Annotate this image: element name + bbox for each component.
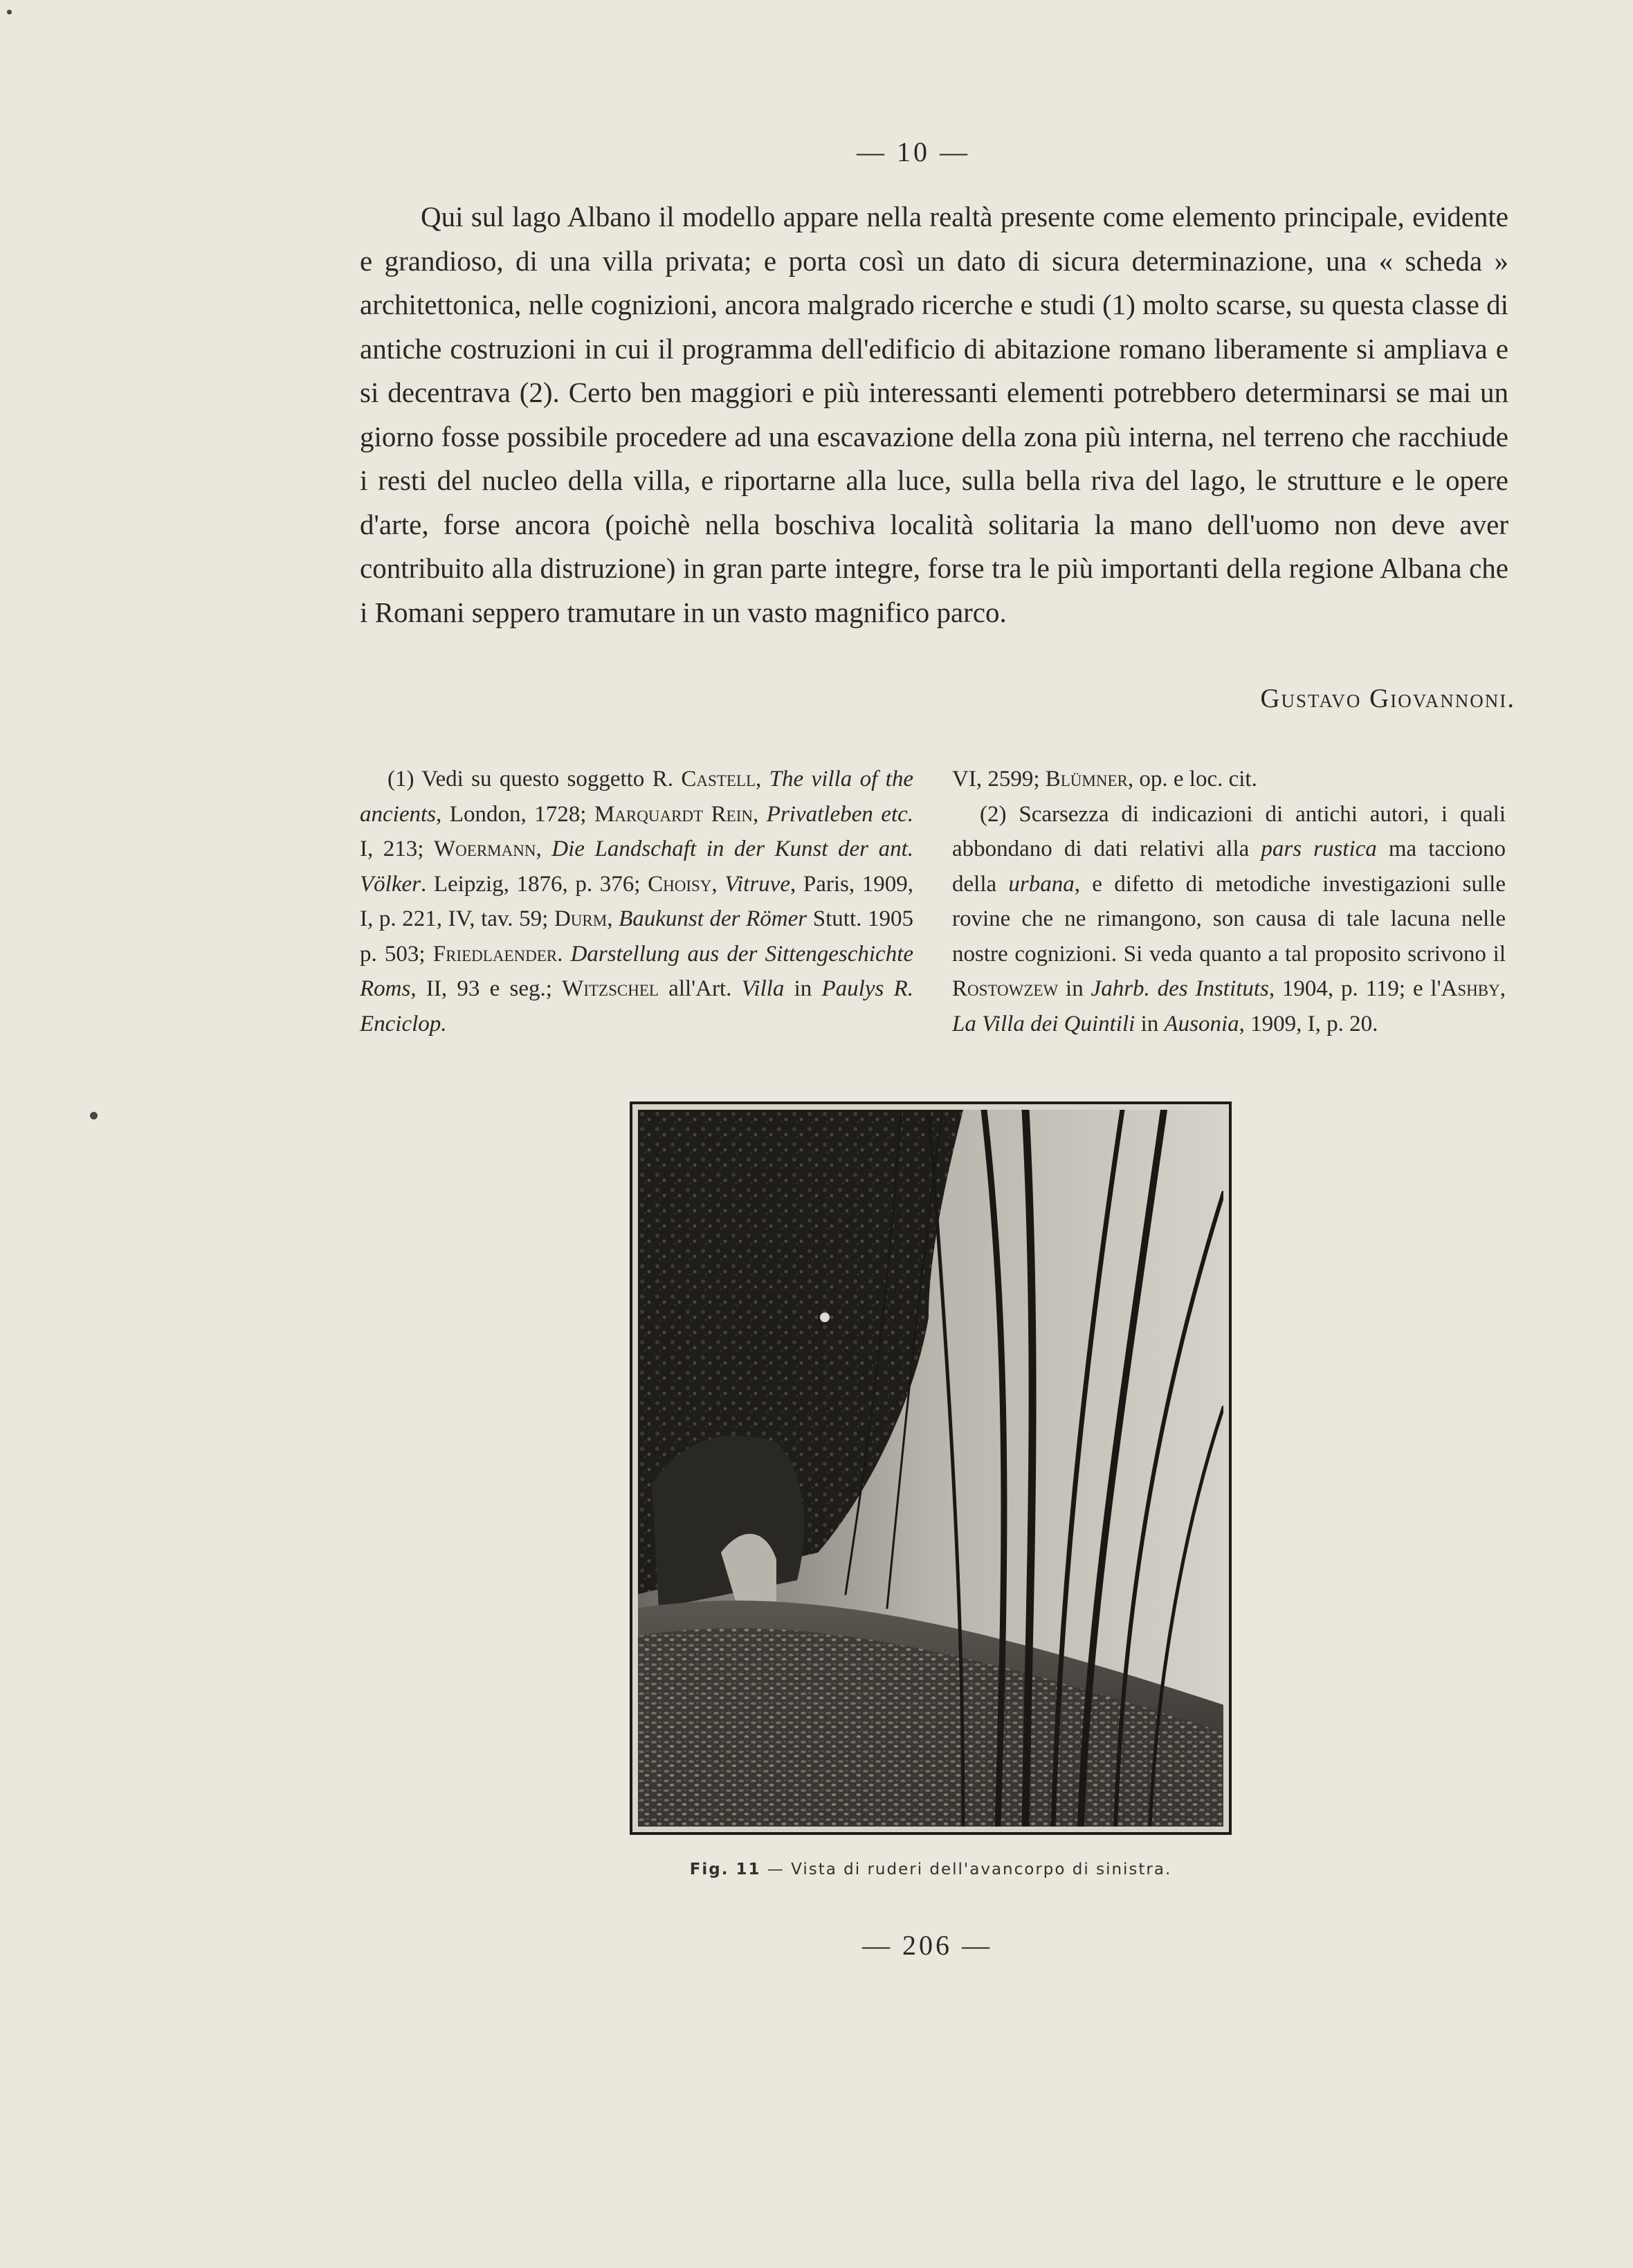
ruins-photo-image xyxy=(638,1110,1223,1827)
footnote-text: all'Art. xyxy=(658,976,742,1001)
footnote-text: . xyxy=(557,941,571,967)
footnote-text: , II, 93 e seg.; xyxy=(410,976,563,1001)
footnote-author: Marquardt Rein xyxy=(594,801,753,827)
figure-caption-text: — Vista di ruderi dell'avancorpo di sinistra. xyxy=(760,1860,1172,1878)
footnote-text: , Paris, 1909, I, p. 221, IV, tav. 59; xyxy=(360,871,914,931)
footnote-text: in xyxy=(1058,976,1091,1001)
footnote-text: , xyxy=(756,767,769,792)
footnote-text: ma tacciono della xyxy=(952,836,1506,897)
footnote-text: VI, 2599; xyxy=(952,767,1046,792)
footnote-text: , London, 1728; xyxy=(435,801,594,827)
footnote-text: I, 213; xyxy=(360,836,435,861)
footnote-2 xyxy=(952,797,1506,1042)
footnote-1-continued xyxy=(952,762,1506,797)
footnote-text: , xyxy=(711,871,725,897)
figure-label: Fig. 11 xyxy=(689,1860,761,1878)
footnote-title: pars rustica xyxy=(1261,836,1377,861)
footnote-author: Choisy xyxy=(648,871,712,897)
footnote-author: Woermann xyxy=(434,836,536,861)
author-signature: Gustavo Giovannoni. xyxy=(1260,684,1515,713)
footnote-column-right xyxy=(952,762,1506,1041)
footnote-title: The villa of the ancients xyxy=(360,767,914,827)
scan-speck xyxy=(7,10,12,15)
body-paragraph: Qui sul lago Albano il modello appare nella realtà presente come elemento principale, evidente e grandioso, di una villa privata; e porta così un dato di sicura determinazione, una « scheda » architettonica, nelle cognizioni, ancora malgrado ricerche e studi (1) molto scarse, su questa classe di antiche costruzioni in cui il programma dell'edificio di abitazione romano liberamente si ampliava e si decentrava (2). Certo ben maggiori e più interessanti elementi potrebbero determinarsi se mai un giorno fosse possibile procedere ad una escavazione della zona più interna, nel terreno che racchiude i resti del nucleo della villa, e riportarne alla luce, sulla bella riva del lago, le strutture e le opere d'arte, forse ancora (poichè nella boschiva località solitaria la mano dell'uomo non deve aver contribuito alla distruzione) in gran parte integre, forse tra le più importanti della regione Albana che i Romani seppero tramutare in un vasto magnifico parco. xyxy=(360,201,1508,628)
figure-photograph xyxy=(630,1101,1232,1835)
footnote-author: Blümner xyxy=(1045,767,1128,792)
footnote-title: Darstellung aus der Sittengeschichte Roms xyxy=(360,941,914,1001)
footnote-1 xyxy=(360,762,913,1041)
footnote-author: Castell xyxy=(681,767,756,792)
footnote-text: in xyxy=(784,976,822,1001)
footnote-title: Privatleben etc. xyxy=(766,801,914,827)
footnote-author: Rostowzew xyxy=(952,976,1059,1001)
figure-caption xyxy=(644,1860,1218,1878)
footnote-text: , 1909, I, p. 20. xyxy=(1239,1011,1378,1036)
footnote-title: Vitruve xyxy=(724,871,790,897)
footnote-author: Durm xyxy=(554,906,608,931)
footnote-text: , xyxy=(536,836,552,861)
footnote-text: in xyxy=(1135,1011,1165,1036)
footnote-text: , xyxy=(1499,976,1506,1001)
footnote-title: Villa xyxy=(741,976,785,1001)
footnote-title: Baukunst der Römer xyxy=(619,906,808,931)
footnote-title: Paulys R. Enciclop. xyxy=(360,976,913,1036)
footnote-title: urbana xyxy=(1008,871,1075,897)
page-number: — 206 — xyxy=(862,1930,992,1961)
footnote-author: Friedlaender xyxy=(432,941,558,967)
footnote-text: , xyxy=(752,801,767,827)
footnote-text: , 1904, p. 119; e l' xyxy=(1268,976,1441,1001)
footnote-text: . Leipzig, 1876, p. 376; xyxy=(420,871,648,897)
footnote-text: (1) Vedi su questo soggetto R. xyxy=(387,767,682,792)
footnote-text: (2) Scarsezza di indicazioni di antichi autori, i quali abbondano di dati relativi alla xyxy=(952,801,1506,861)
footnote-title: Jahrb. des Instituts xyxy=(1091,976,1269,1001)
footnote-text: , op. e loc. cit. xyxy=(1127,767,1257,792)
footnote-title: La Villa dei Quintili xyxy=(952,1011,1135,1036)
footnote-title: Die Landschaft in der Kunst der ant. Völker xyxy=(360,836,913,897)
scan-speck xyxy=(90,1112,98,1119)
footnote-text: Stutt. 1905 p. 503; xyxy=(360,906,914,967)
footnote-author: Ashby xyxy=(1441,976,1500,1001)
footnote-author: Witzschel xyxy=(562,976,659,1001)
footnote-text: , xyxy=(607,906,619,931)
running-head: — 10 — xyxy=(857,136,970,167)
footnote-title: Ausonia xyxy=(1164,1011,1239,1036)
footnote-text: , e difetto di metodiche investigazioni sulle rovine che ne rimangono, son causa di tale lacuna nelle nostre cognizioni. Si veda quanto a tal proposito scrivono il xyxy=(952,871,1506,967)
